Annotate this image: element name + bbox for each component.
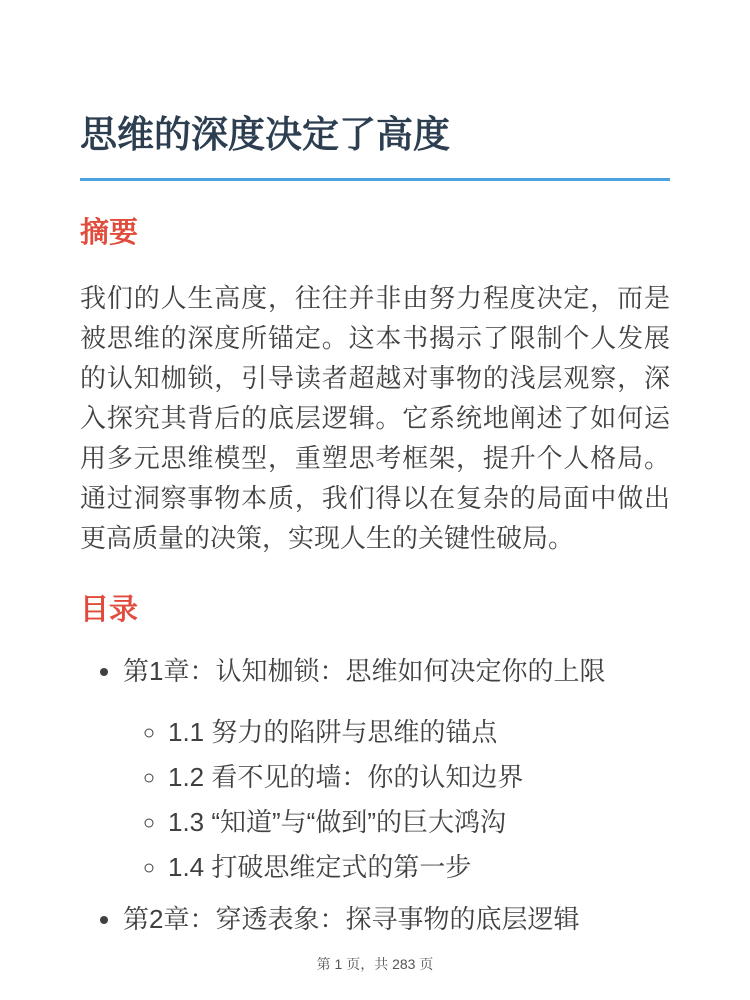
toc-chapter-1	[123, 651, 670, 887]
toc-section-1-1: ◦ 1.1 努力的陷阱与思维的锚点	[168, 712, 670, 752]
page-title: 思维的深度决定了高度	[80, 114, 450, 155]
toc-chapter-1-label: 第1章：认知枷锁：思维如何决定你的上限	[123, 655, 606, 686]
title-divider	[80, 178, 670, 181]
toc-section-1-2: ◦ 1.2 看不见的墙：你的认知边界	[168, 757, 670, 797]
toc-list	[80, 651, 670, 939]
toc-heading: 目录	[80, 593, 139, 626]
toc-chapter-1-sections	[123, 712, 670, 887]
page-number-footer: 第 1 页，共 283 页	[316, 956, 434, 972]
abstract-paragraph: 我们的人生高度，往往并非由努力程度决定，而是被思维的深度所锚定。这本书揭示了限制个人发展的认知枷锁，引导读者超越对事物的浅层观察，深入探究其背后的底层逻辑。它系统地阐述了如何运用多元思维模型，重塑思考框架，提升个人格局。通过洞察事物本质，我们得以在复杂的局面中做出更高质量的决策，实现人生的关键性破局。	[80, 282, 670, 553]
toc-chapter-2	[123, 899, 670, 939]
toc-section-1-4: ◦ 1.4 打破思维定式的第一步	[168, 847, 670, 887]
toc-section-1-3: ◦ 1.3 “知道”与“做到”的巨大鸿沟	[168, 802, 670, 842]
abstract-heading: 摘要	[80, 217, 139, 250]
toc-chapter-2-label: 第2章：穿透表象：探寻事物的底层逻辑	[123, 903, 580, 934]
